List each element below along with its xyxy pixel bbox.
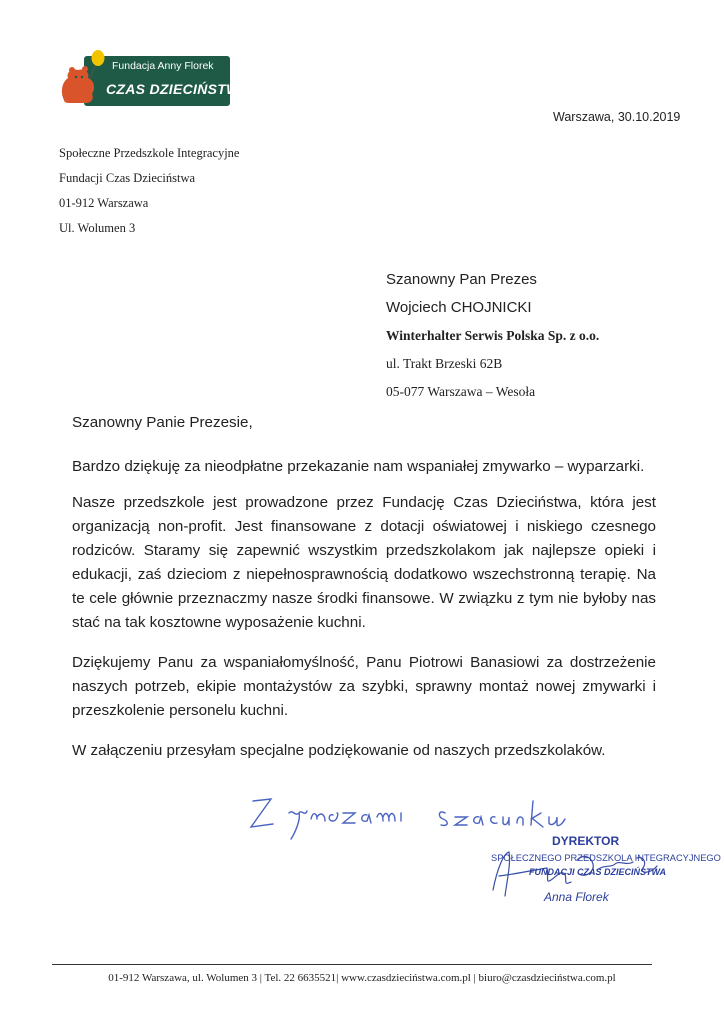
stamp-institution: SPOŁECZNEGO PRZEDSZKOLA INTEGRACYJNEGO [491, 853, 721, 863]
letter-paragraph: Bardzo dziękuję za nieodpłatne przekazanie nam wspaniałej zmywarko – wyparzarki. [72, 458, 645, 475]
sender-line: 01-912 Warszawa [59, 196, 149, 210]
logo-brand-name: CZAS DZIECIŃSTWA [106, 81, 250, 97]
recipient-salutation: Szanowny Pan Prezes [386, 271, 537, 288]
sender-address [59, 141, 239, 241]
director-stamp [487, 830, 721, 910]
letter-date: Warszawa, 30.10.2019 [553, 110, 681, 124]
footer-contact: 01-912 Warszawa, ul. Wolumen 3 | Tel. 22 6635521| www.czasdzieciństwa.com.pl | biuro@czasdzieciństwa.com.pl [108, 972, 616, 984]
logo-foundation-name: Fundacja Anny Florek [112, 60, 214, 72]
bear-balloon-icon [58, 48, 118, 107]
recipient-company: Winterhalter Serwis Polska Sp. z o.o. [386, 328, 600, 343]
recipient-address [386, 266, 599, 406]
foundation-logo [58, 48, 250, 107]
recipient-city: 05-077 Warszawa – Wesoła [386, 384, 536, 399]
letter-paragraph: W załączeniu przesyłam specjalne podziękowanie od naszych przedszkolaków. [72, 742, 606, 759]
sender-line: Fundacji Czas Dzieciństwa [59, 171, 196, 185]
stamp-title: DYREKTOR [552, 834, 620, 848]
letter-greeting: Szanowny Panie Prezesie, [72, 414, 253, 431]
recipient-street: ul. Trakt Brzeski 62B [386, 356, 503, 371]
recipient-name: Wojciech CHOJNICKI [386, 299, 532, 316]
stamp-director-name: Anna Florek [544, 890, 609, 904]
sender-line: Ul. Wolumen 3 [59, 221, 136, 235]
letter-paragraph: Dziękujemy Panu za wspaniałomyślność, Panu Piotrowi Banasiowi za dostrzeżenie naszych potrzeb, ekipie montażystów za szybki, sprawny montaż nowej zmywarki i przeszkolenie personelu kuchni. [72, 654, 656, 719]
sender-line: Społeczne Przedszkole Integracyjne [59, 146, 240, 160]
letter-paragraph: Nasze przedszkole jest prowadzone przez Fundację Czas Dzieciństwa, która jest organizacją non-profit. Jest finansowane z dotacji oświatowej i niskiego czesnego rodziców. Staramy się zapewnić wszystkim przedszkolakom jak najlepsze opieki i edukacji, zaś dzieciom z niepełnosprawnością dodatkowo wszechstronną terapię. Na te cele głównie przeznaczmy nasze środki finansowe. W związku z tym nie byłoby nas stać na tak kosztowne wyposażenie kuchni. [72, 494, 656, 631]
footer-divider [52, 964, 652, 965]
stamp-foundation: FUNDACJI CZAS DZIECIŃSTWA [529, 867, 666, 877]
